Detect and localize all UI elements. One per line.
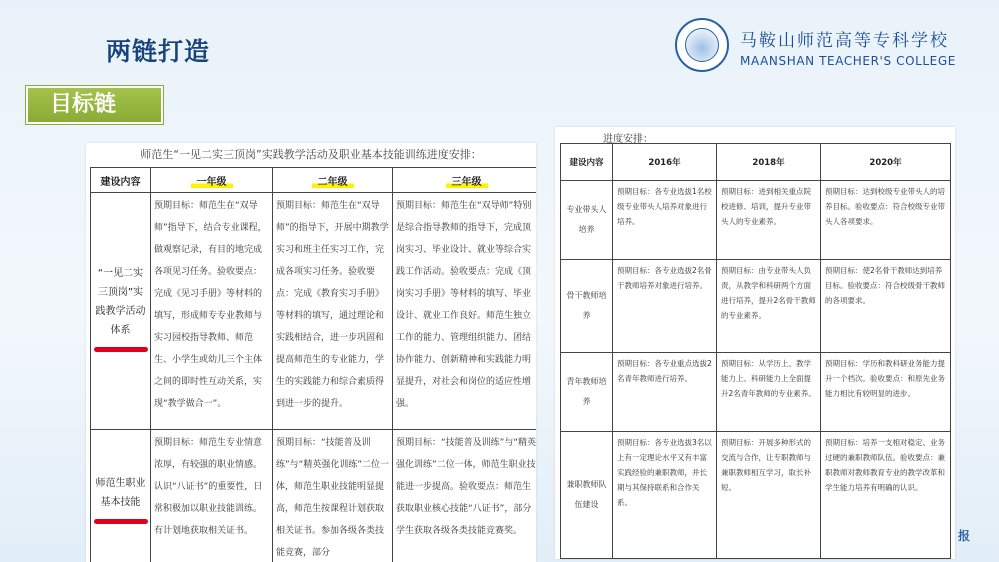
- page-title: 两链打造: [106, 37, 211, 66]
- table-row: [561, 353, 951, 432]
- table-cell: 预期目标：各专业选拔1名校级专业带头人培养对象进行培养。: [613, 181, 717, 260]
- table-cell: 预期目标：各专业选拔2名骨干教师培养对象进行培养。: [613, 260, 717, 353]
- table-header-row: [91, 168, 537, 193]
- header-cell: 建设内容: [561, 144, 613, 181]
- right-document-scan: [555, 127, 955, 559]
- highlighted-header: 二年级: [312, 177, 354, 188]
- table-cell: 预期目标：师范生在“双导师”指导下，结合专业课程，做观察记录，有目的地完成各项见习任务。验收要点：完成《见习手册》等材料的填写，形成师专专业教师与实习园校指导教师、师范生、小学生或幼儿三个主体之间的即时性互动关系，实现“教学做合一”。: [151, 193, 273, 430]
- header-cell: [273, 168, 393, 193]
- table-header-row: [561, 144, 951, 181]
- row-label-cell: 兼职教师队伍建设: [561, 432, 613, 559]
- left-schedule-table: [90, 167, 536, 562]
- logo-english-name: MAANSHAN TEACHER'S COLLEGE: [740, 54, 956, 68]
- header-cell: 2020年: [821, 144, 951, 181]
- header-cell: [151, 168, 273, 193]
- row-label-cell: 专业带头人培养: [561, 181, 613, 260]
- red-underline-mark: [94, 519, 148, 524]
- left-document-scan: [86, 143, 536, 562]
- table-cell: 预期目标：师范生在“双导师”的指导下，开展中期教学实习和班主任实习工作，完成各项实习任务。验收要点：完成《教育实习手册》等材料的填写，通过理论和实践相结合，进一步巩固和提高师范生的专业能力，学生的实践能力和综合素质得到进一步的提升。: [273, 193, 393, 430]
- table-row: [561, 181, 951, 260]
- header-cell: [393, 168, 537, 193]
- table-cell: 预期目标：师范生专业情意浓厚，有较强的职业情感。认识“八证书”的重要性，日常积极加以职业技能训练。有计划地获取相关证书。: [151, 430, 273, 562]
- red-underline-mark: [94, 347, 148, 352]
- logo-chinese-name: 马鞍山师范高等专科学校: [740, 31, 949, 51]
- row-label: “一见二实三顶岗”实践教学活动体系: [95, 267, 146, 336]
- row-label-cell: 骨干教师培养: [561, 260, 613, 353]
- table-row: [91, 193, 537, 430]
- table-row: [561, 432, 951, 559]
- header-cell: 建设内容: [91, 168, 151, 193]
- row-label-cell: [91, 193, 151, 430]
- college-logo: [672, 16, 998, 78]
- footer-badge: 报: [958, 529, 971, 543]
- row-label-cell: [91, 430, 151, 562]
- table-cell: 预期目标：使2名骨干教师达到培养目标。验收要点：符合校级骨干教师的各项要求。: [821, 260, 951, 353]
- row-label-cell: 青年教师培养: [561, 353, 613, 432]
- table-cell: 预期目标：从学历上、教学能力上、科研能力上全面提升2名青年教师的专业素养。: [717, 353, 821, 432]
- table-cell: 预期目标：培养一支相对稳定、业务过硬的兼职教师队伍。验收要点：兼职教师对教师教育专业的教学改革和学生能力培养有明确的认识。: [821, 432, 951, 559]
- section-tag: 目标链: [26, 86, 163, 124]
- header-cell: 2018年: [717, 144, 821, 181]
- table-cell: 预期目标：达到校级专业带头人的培养目标。验收要点：符合校级专业带头人各项要求。: [821, 181, 951, 260]
- table-cell: 预期目标：学历和教科研业务能力提升一个档次。验收要点：和原先业务能力相比有较明显的进步。: [821, 353, 951, 432]
- table-cell: 预期目标：开展多种形式的交流与合作，让专职教师与兼职教师相互学习，取长补短。: [717, 432, 821, 559]
- table-cell: 预期目标：“技能普及训练”与“精英强化训练”二位一体，师范生职业技能明显提高，师范生按课程计划获取相关证书。参加各级各类技能竞赛，部分: [273, 430, 393, 562]
- right-schedule-table: [560, 143, 951, 559]
- table-cell: 预期目标：进到相关重点院校进修、培训，提升专业带头人的专业素养。: [717, 181, 821, 260]
- table-row: [561, 260, 951, 353]
- table-cell: 预期目标：“技能普及训练”与“精英强化训练”二位一体，师范生职业技能进一步提高。验收要点：师范生获取职业核心技能“八证书”，部分学生获取各级各类技能竞赛奖。: [393, 430, 537, 562]
- table-cell: 预期目标：师范生在“双导师”特别是综合指导教师的指导下，完成顶岗实习、毕业设计、就业等综合实践工作活动。验收要点：完成《顶岗实习手册》等材料的填写、毕业设计、就业工作良好。师范生独立工作的能力、管理组织能力、团结协作能力、创新精神和实践能力明显提升，对社会和岗位的适应性增强。: [393, 193, 537, 430]
- table-cell: 预期目标：各专业重点选拔2名青年教师进行培养。: [613, 353, 717, 432]
- table-cell: 预期目标：由专业带头人负责，从教学和科研两个方面进行培养，提升2名骨干教师的专业素养。: [717, 260, 821, 353]
- table-cell: 预期目标：各专业选拔3名以上有一定理论水平又有丰富实践经验的兼职教师，并长期与其保持联系和合作关系。: [613, 432, 717, 559]
- highlighted-header: 三年级: [446, 177, 488, 188]
- right-document-caption: 进度安排：: [603, 134, 653, 145]
- header-cell: 2016年: [613, 144, 717, 181]
- college-emblem-icon: [675, 18, 729, 72]
- row-label: 师范生职业基本技能: [95, 477, 146, 508]
- highlighted-header: 一年级: [191, 177, 233, 188]
- table-row: [91, 430, 537, 562]
- left-document-caption: 师范生“一见二实三顶岗”实践教学活动及职业基本技能训练进度安排：: [140, 148, 482, 161]
